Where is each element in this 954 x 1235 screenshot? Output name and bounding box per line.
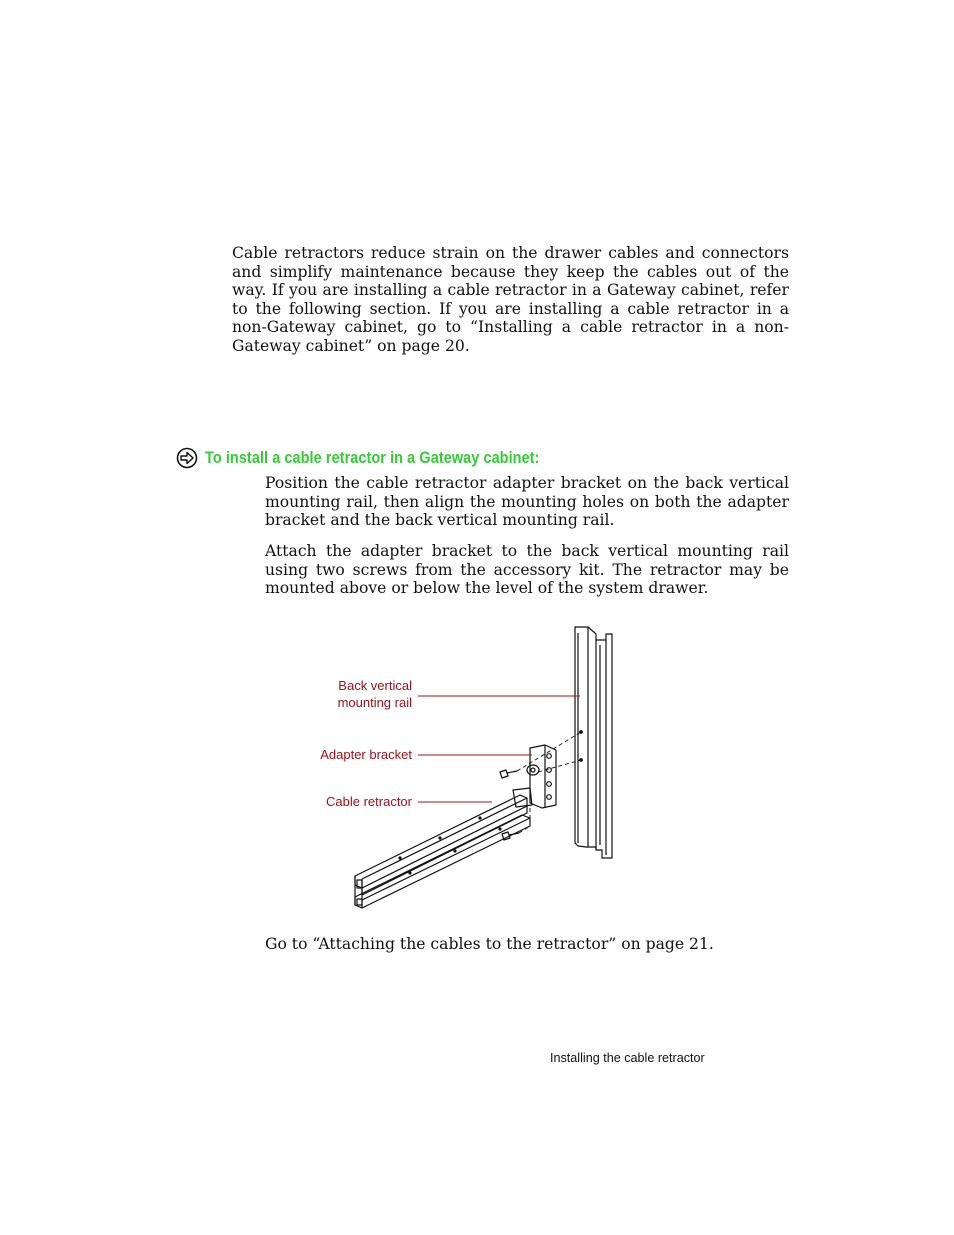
page-footer: Installing the cable retractor bbox=[550, 1051, 705, 1065]
step-2: Attach the adapter bracket to the back vertical mounting rail using two screws from the accessory kit. The retractor may be mounted above or below the level of the system drawer. bbox=[265, 542, 789, 598]
mounting-rail-drawing bbox=[575, 627, 612, 858]
callout-mounting-rail bbox=[300, 677, 412, 711]
cable-retractor-drawing bbox=[355, 795, 530, 908]
procedure-heading-text: To install a cable retractor in a Gateway cabinet: bbox=[205, 448, 540, 467]
adapter-bracket-drawing bbox=[513, 745, 556, 808]
callout-cable-retractor: Cable retractor bbox=[326, 794, 412, 809]
goto-reference: Go to “Attaching the cables to the retractor” on page 21. bbox=[265, 935, 714, 953]
intro-paragraph: Cable retractors reduce strain on the drawer cables and connectors and simplify maintenance because they keep the cables out of the way. If you are installing a cable retractor in a Gateway cabinet, refer to the following section. If you are installing a cable retractor in a non-Gateway cabinet, go to “Installing a cable retractor in a non-Gateway cabinet” on page 20. bbox=[232, 244, 789, 355]
callout-mounting-rail-line1: Back vertical bbox=[338, 678, 412, 693]
callout-mounting-rail-line2: mounting rail bbox=[337, 695, 412, 710]
callout-adapter-bracket: Adapter bracket bbox=[320, 747, 412, 762]
step-1: Position the cable retractor adapter bracket on the back vertical mounting rail, then align the mounting holes on both the adapter bracket and the back vertical mounting rail. bbox=[265, 474, 789, 530]
